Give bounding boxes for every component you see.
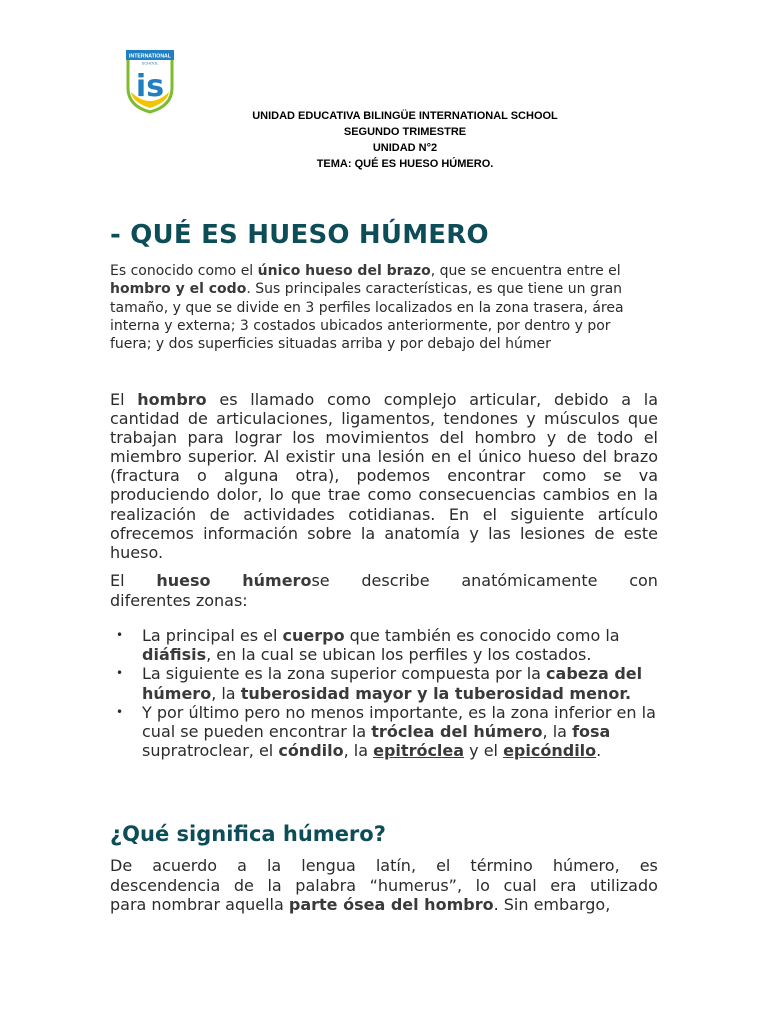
bullet-icon: •	[116, 628, 124, 642]
p3-bold-hueso: hueso	[156, 571, 211, 590]
epitroclea-link[interactable]: epitróclea	[373, 741, 465, 761]
item3-bold-2: fosa	[572, 722, 611, 742]
p2-text-1: El	[110, 390, 138, 409]
word: de	[233, 875, 254, 895]
word: el	[436, 856, 451, 875]
meaning-line-2	[110, 876, 658, 896]
word: a	[237, 856, 247, 875]
item3-text-3: supratroclear, el	[142, 741, 279, 761]
item3-text-1: Y por último pero no menos importante, es la zona inferior en la cual se pueden encontrar la	[142, 702, 656, 742]
p4-text-1: para nombrar aquella	[110, 895, 289, 914]
word: utilizado	[590, 875, 658, 895]
document-header	[150, 108, 660, 172]
item3-text-5: y el	[464, 741, 504, 761]
zones-list	[110, 626, 658, 760]
p3-word-el: El	[110, 571, 125, 590]
intro-bold-1: único hueso del brazo	[257, 263, 431, 279]
list-item	[110, 626, 658, 664]
logo-top-text: INTERNATIONAL	[129, 53, 171, 60]
zones-line-2: diferentes zonas:	[110, 590, 248, 610]
topic: TEMA: QUÉ ES HUESO HÚMERO.	[316, 158, 494, 170]
item2-text-1: La siguiente es la zona superior compuesta por la	[142, 664, 547, 684]
item2-bold-1: cabeza del húmero	[142, 664, 643, 703]
p3-bold-humero: húmero	[242, 571, 312, 590]
word: la	[267, 875, 282, 895]
p2-text-2: es llamado como complejo articular, debido a la cantidad de articulaciones, ligamentos, tendones y músculos que trabajan para lograr los movimientos del hombro y de todo el miembro superior. Al existir una lesión en el único hueso del brazo (fractura o alguna otra), podemos encontrar como se va produciendo dolor, lo que trae como consecuencias cambios en la realización de actividades cotidianas. En el siguiente artículo ofrecemos información sobre la anatomía y las lesiones de este hueso.	[110, 390, 659, 562]
item3-text-6: .	[596, 741, 602, 761]
logo-mark: is	[135, 69, 165, 104]
trimester: SEGUNDO TRIMESTRE	[343, 126, 467, 138]
school-logo	[122, 48, 178, 114]
word: latín,	[375, 856, 417, 875]
bullet-icon: •	[116, 666, 124, 681]
intro-bold-2: hombro y el codo	[110, 281, 247, 298]
p3-bold-humero-wrap	[242, 571, 329, 591]
school-crest-icon	[122, 48, 178, 114]
p3-word-se: se	[311, 571, 330, 590]
shoulder-paragraph	[110, 390, 658, 562]
zones-line-1	[110, 571, 658, 591]
word: lo	[475, 875, 490, 895]
item2-bold-2: tuberosidad mayor y la tuberosidad menor.	[240, 683, 632, 703]
item1-bold-1: cuerpo	[282, 626, 345, 645]
word: De	[110, 856, 133, 875]
p3-word-con: con	[629, 571, 658, 590]
p4-bold-1: parte ósea del hombro	[288, 895, 494, 914]
p2-bold-1: hombro	[137, 390, 207, 409]
list-item	[110, 664, 658, 702]
school-name: UNIDAD EDUCATIVA BILINGÜE INTERNATIONAL SCHOOL	[252, 110, 558, 122]
zones-paragraph	[110, 571, 658, 610]
word: húmero,	[552, 856, 620, 875]
item1-text-2: que también es conocido como la	[344, 626, 620, 645]
word: palabra	[295, 875, 357, 895]
item3-bold-1: tróclea del húmero	[371, 722, 543, 742]
bullet-icon: •	[116, 704, 124, 719]
word: término	[470, 856, 533, 875]
meaning-line-1	[110, 856, 658, 876]
intro-text-2: , que se encuentra entre el	[430, 263, 621, 279]
word: la	[266, 856, 282, 875]
p4-text-2: . Sin embargo,	[493, 895, 611, 914]
intro-text-1: Es conocido como el	[110, 263, 258, 279]
item1-text-3: , en la cual se ubican los perfiles y los costados.	[206, 645, 592, 665]
intro-text-3: . Sus principales características, es que tiene un gran tamaño, y que se divide en 3 perfiles localizados en la zona trasera, área interna y externa; 3 costados ubicados anteriormente, por dentro y por fuera; y dos superficies situadas arriba y por debajo del húmer	[110, 281, 624, 353]
intro-paragraph	[110, 262, 655, 353]
word: descendencia	[110, 875, 221, 895]
word: acuerdo	[152, 856, 218, 875]
logo-sub-text: SCHOOL	[141, 60, 159, 66]
page-title: - QUÉ ES HUESO HÚMERO	[110, 220, 489, 250]
meaning-line-3	[110, 895, 658, 915]
list-item	[110, 703, 658, 761]
item3-text-2: , la	[542, 722, 573, 742]
item3-bold-3: cóndilo	[278, 741, 344, 761]
word: lengua	[301, 856, 356, 875]
epicondilo-link[interactable]: epicóndilo	[503, 741, 597, 761]
item2-text-2: , la	[211, 683, 241, 703]
section-heading: ¿Qué significa húmero?	[110, 822, 386, 846]
word: cual	[503, 875, 537, 895]
item1-bold-2: diáfisis	[142, 645, 207, 665]
p3-word-anatomicamente: anatómicamente	[461, 571, 598, 590]
word: “humerus”,	[369, 875, 463, 895]
p3-word-describe: describe	[361, 571, 430, 590]
item3-text-4: , la	[343, 741, 374, 761]
item1-text-1: La principal es el	[142, 626, 283, 645]
word: era	[550, 875, 577, 895]
word: es	[639, 856, 658, 875]
unit-number: UNIDAD N°2	[372, 142, 438, 154]
meaning-paragraph	[110, 856, 658, 915]
